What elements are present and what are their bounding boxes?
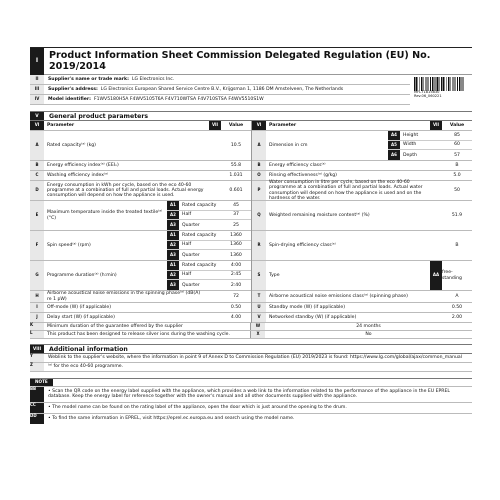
parameter-vii: AA [430,261,442,290]
identity-badge: III [30,85,44,94]
subvalue-row [167,241,251,251]
subvalue-badge: A6 [388,150,400,160]
parameter-badge: S [252,261,266,290]
full-row-value: No [365,331,372,337]
parameter-value: 10.5 [230,142,242,148]
parameter-badge: P [252,181,266,200]
additional-line-text: ⁽ᵃ⁾ for the eco 40-60 programme. [48,364,124,370]
subvalue-label: Quarter [182,252,200,258]
full-row-value: 24 months [356,323,381,329]
parameter-row [30,261,251,291]
subvalue-value: 4:00 [230,262,242,268]
identity-text [44,95,268,104]
parameter-row [30,231,251,261]
subvalue-row [167,250,251,260]
subvalue-value: 57 [454,152,460,158]
header-value: Value [228,122,244,128]
subvalue-row [167,220,251,230]
parameter-subvalues [167,261,251,290]
parameter-vii [430,171,442,180]
note-item [30,413,472,424]
parameter-label: Delay start (W) (if applicable) [47,314,115,320]
parameters-left [30,121,251,323]
parameter-vii [430,161,442,170]
parameter-vii [430,291,442,302]
parameter-label: Rated capacity⁽ᵃ⁾ (kg) [47,142,96,148]
product-information-sheet [30,47,472,424]
parameter-vii [209,291,221,302]
sheet-title: Product Information Sheet Commission Delegated Regulation (EU) No. 2019/2014 [44,48,472,75]
barcode [410,75,472,105]
parameter-value: 0.50 [230,304,242,310]
parameter-badge: D [30,181,44,200]
subvalue-value: 2:45 [230,272,242,278]
parameter-label: Dimension in cm [269,142,308,148]
parameter-value: B [455,242,459,248]
parameter-label: Programme duration⁽ᵃ⁾ (h:min) [47,272,117,278]
subvalue-row [167,261,251,271]
parameter-row [30,201,251,231]
parameter-badge: U [252,303,266,312]
parameter-row [30,291,251,303]
subvalue-row [388,131,472,141]
header-badge: VI [252,121,266,130]
identity-label: Supplier's name or trade mark: [48,76,129,82]
barcode-text-1: MFL71815830 [414,90,440,95]
subvalue-label: Half [182,242,192,248]
parameter-value: B [455,162,459,168]
header-vii: VII [209,121,221,130]
subvalue-badge: A1 [167,261,179,270]
parameter-label: Off-mode (W) (if applicable) [47,304,112,310]
parameter-value: 55.8 [230,162,242,168]
subvalue-value: 85 [454,132,460,138]
parameter-badge: B [252,161,266,170]
parameter-row [252,161,472,171]
identity-label: Model identifier: [48,96,91,102]
parameter-row [30,161,251,171]
parameter-label: Washing efficiency index⁽ᵃ⁾ [47,172,109,178]
parameter-value: free-standing [442,270,462,281]
header-badge: I [30,48,44,75]
header-parameter: Parameter [47,122,75,128]
full-width-row [30,323,472,331]
parameter-value: 5.0 [453,172,461,178]
parameter-label: Maximum temperature inside the treated textile⁽ᵃ⁾ (°C) [47,210,163,221]
additional-line-badge: Z [30,363,44,371]
parameter-value: A [455,293,459,299]
parameter-badge: G [30,261,44,290]
full-row-mid-badge: X [251,331,265,338]
subvalue-value: 25 [233,222,239,228]
parameter-label: Energy efficiency class⁽ᵃ⁾ [269,162,326,168]
identity-value: LG Electronics European Shared Service Centre B.V., Krijgsman 1, 1186 DM Amstelveen, The Netherlands [100,86,344,92]
parameter-row [30,171,251,181]
additional-line-badge: Y [30,354,44,362]
parameter-label: Weighted remaining moisture content⁽ᵃ⁾ (%) [269,212,370,218]
full-width-row [30,331,472,339]
parameter-badge: I [30,303,44,312]
additional-line-text: Weblink to the supplier's website, where the information in point 9 of Annex D to Commission Regulation (EU) 2019/2023 is found: https://www.lg.com/global/ajax/common_manual [48,355,463,361]
subvalue-badge: A1 [167,201,179,210]
subvalue-badge: A5 [388,141,400,150]
note-badge: CC [30,403,44,413]
subvalue-row [167,201,251,211]
subvalue-label: Half [182,212,192,218]
subvalue-label: Quarter [182,222,200,228]
parameter-row [252,261,472,291]
parameter-badge: O [252,171,266,180]
subvalue-badge: A2 [167,211,179,220]
subvalue-row [388,150,472,160]
parameter-row [252,291,472,303]
identity-value: LG Electronics Inc. [131,76,175,82]
parameter-label: Water consumption in litre per cycle, based on the eco 40-60 programme at a combination of full and partial loads. Actual water consumption will depend on how the appliance is used and on the hardness of the water. [269,180,423,201]
subvalue-label: Rated capacity [182,262,217,268]
subvalue-value: 60 [454,142,460,148]
parameter-vii [430,303,442,312]
note-item [30,386,472,402]
note-text: • Scan the QR code on the energy label supplied with the appliance, which provides a web link to the information related to the performance of the appliance in the EU EPREL database. Keep the energy label for reference together with the owner's manual and all other documents supplied with the appliance. [48,389,450,400]
note-badge: BB [30,387,44,402]
parameter-vii [209,171,221,180]
subvalue-value: 1360 [230,252,242,258]
parameter-badge: C [30,171,44,180]
parameter-row [30,181,251,201]
parameter-label: Networked standby (W) (if applicable) [269,314,357,320]
parameter-vii [430,313,442,322]
parameter-vii [209,131,221,160]
parameter-label: Spin speed⁽ᵃ⁾ (rpm) [47,242,91,248]
general-title: General product parameters [49,112,149,120]
identity-text [44,85,347,94]
parameter-value: 1.031 [229,172,243,178]
subvalue-label: Depth [403,152,417,158]
parameter-row [252,303,472,313]
subvalue-row [167,280,251,290]
identity-label: Supplier's address: [48,86,98,92]
parameter-row [252,131,472,161]
parameter-row [252,181,472,201]
subvalue-value: 37 [233,212,239,218]
parameter-vii [209,181,221,200]
parameter-badge: R [252,231,266,260]
parameter-row [252,231,472,261]
subvalue-label: Rated capacity [182,232,217,238]
note-badge: DD [30,414,44,424]
parameter-vii [209,303,221,312]
parameter-vii [209,161,221,170]
parameter-badge: J [30,313,44,322]
identity-badge: II [30,75,44,84]
parameter-label: Standby mode (W) (if applicable) [269,304,346,310]
full-row-badge: L [30,331,44,338]
subvalue-row [388,141,472,151]
parameter-value: 4.00 [230,314,242,320]
additional-line [30,354,472,363]
parameter-badge: E [30,201,44,230]
subvalue-badge: A3 [167,220,179,230]
parameter-label: Rinsing effectiveness⁽ᵃ⁾ (g/kg) [269,172,337,178]
subvalue-value: 1360 [230,232,242,238]
subvalue-badge: A3 [167,250,179,260]
subvalue-badge: A2 [167,271,179,280]
parameter-row [30,313,251,323]
parameter-row [252,313,472,323]
parameter-value: 0.50 [451,304,463,310]
note-item [30,402,472,413]
subvalue-badge: A4 [388,131,400,140]
general-parameters-header [30,111,472,121]
parameter-badge: B [30,161,44,170]
parameter-value: 51.9 [451,212,463,218]
full-row-mid-badge: W [251,323,265,330]
parameter-value: 50 [454,187,460,193]
parameter-badge: Q [252,201,266,230]
parameter-label: Airborne acoustical noise emissions in the spinning phase⁽ᵃ⁾ (dB(A) re 1 pW) [47,291,201,302]
subvalue-row [167,211,251,221]
parameter-label: Type [269,272,280,278]
full-row-badge: K [30,323,44,330]
note-text: • To find the same information in EPREL, visit https://eprel.ec.europa.eu and search using the model name. [48,415,295,421]
parameter-badge: F [30,231,44,260]
parameter-value: 0.601 [229,187,243,193]
full-row-label: This product has been designed to release silver ions during the washing cycle. [44,331,251,338]
identity-row [30,95,410,105]
parameter-row [252,201,472,231]
subvalue-label: Width [403,142,417,148]
barcode-image [414,77,464,91]
general-badge: V [30,112,44,120]
parameter-value: 2.00 [451,314,463,320]
subvalue-row [167,231,251,241]
parameter-row [30,303,251,313]
header-value: Value [449,122,465,128]
subvalue-badge: A1 [167,231,179,240]
parameter-badge: A [252,131,266,160]
subvalue-label: Half [182,272,192,278]
supplier-identity [30,75,472,105]
identity-value: F1WV5180H5A F4WV5105T6A F4V710WTSA F4V710STSA F4WV5510S1W [93,96,264,102]
subvalue-value: 2:40 [230,282,242,288]
additional-information [30,344,472,372]
table-header-row [252,121,472,131]
additional-title: Additional information [49,345,128,353]
identity-row [30,75,410,85]
parameter-badge: T [252,291,266,302]
parameter-label: Energy consumption in kWh per cycle, based on the eco 40-60 programme at a combination of full and partial loads. Actual energy consumption will depend on how the appliance is used. [47,182,204,199]
parameter-badge: A [30,131,44,160]
identity-badge: IV [30,95,44,104]
parameter-vii [430,181,442,200]
subvalue-label: Rated capacity [182,202,217,208]
note-section [30,378,472,424]
parameter-label: Energy efficiency index⁽ᵃ⁾ (EEIᵥ) [47,162,119,168]
parameter-label: Airborne acoustical noise emissions class⁽ᵃ⁾ (spinning phase) [269,293,408,299]
parameter-subvalues [167,201,251,230]
parameter-badge: H [30,291,44,302]
subvalue-badge: A3 [167,280,179,290]
parameters-table [30,121,472,323]
additional-line [30,363,472,372]
subvalue-label: Height [403,132,419,138]
note-text: • The model name can be found on the rating label of the appliance, open the door which is just around the opening to the drum. [48,404,347,410]
table-header-row [30,121,251,131]
additional-badge: VIII [30,345,44,353]
parameter-label: Spin-drying efficiency class⁽ᵃ⁾ [269,242,336,248]
parameter-vii [430,231,442,260]
header-parameter: Parameter [269,122,297,128]
header-vii: VII [430,121,442,130]
barcode-text-2: Rev.06_060221 [414,94,442,99]
parameter-subvalues [167,231,251,260]
parameter-row [30,131,251,161]
subvalue-value: 1360 [230,242,242,248]
subvalue-row [167,271,251,281]
sheet-header [30,47,472,75]
parameter-vii [430,201,442,230]
identity-row [30,85,410,95]
subvalue-value: 45 [233,202,239,208]
header-badge: VI [30,121,44,130]
subvalue-label: Quarter [182,282,200,288]
additional-header [30,344,472,354]
parameters-full-rows [30,323,472,339]
note-title: NOTE [30,379,53,386]
parameter-badge: V [252,313,266,322]
parameter-subvalues [388,131,472,160]
parameters-right [251,121,472,323]
parameter-value: 72 [233,293,239,299]
identity-text [44,75,178,84]
full-row-label: Minimum duration of the guarantee offered by the supplier [44,323,251,330]
subvalue-badge: A2 [167,241,179,250]
parameter-vii [209,313,221,322]
